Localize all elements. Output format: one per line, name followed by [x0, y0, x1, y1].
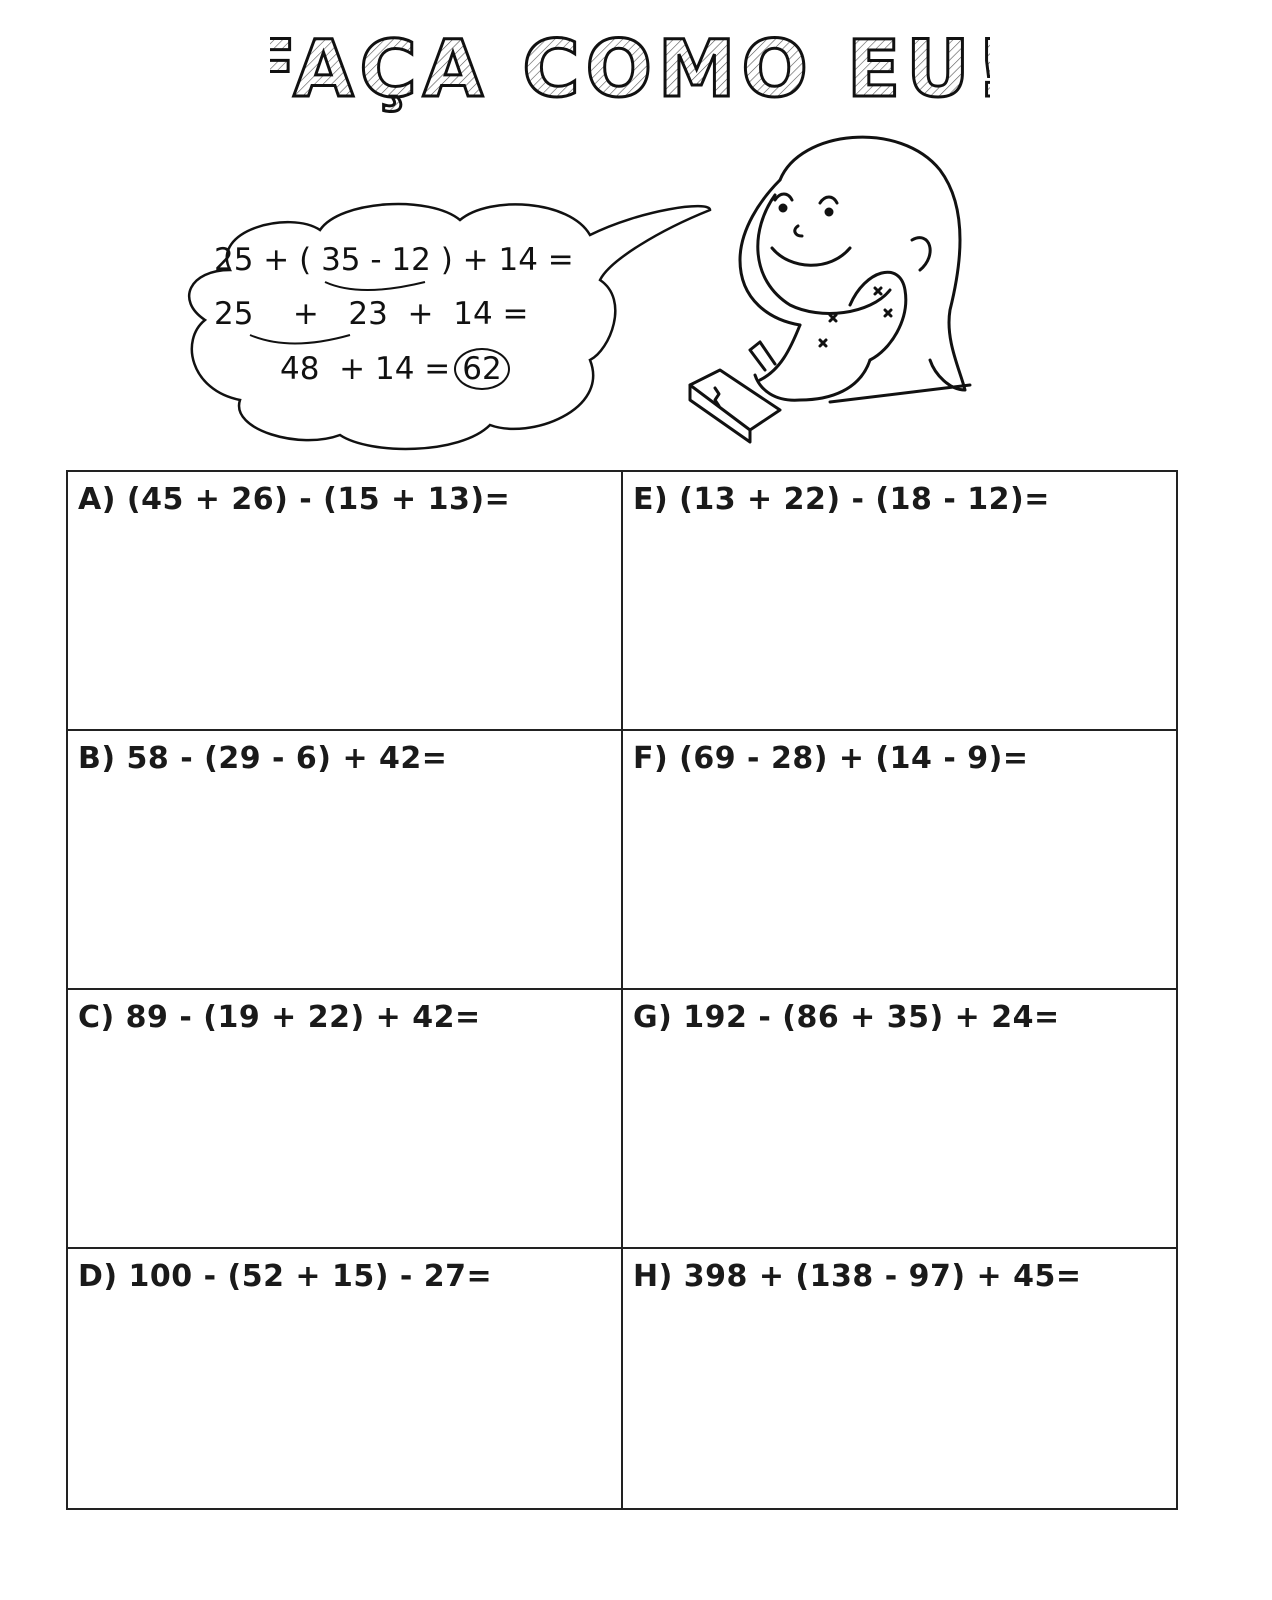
exercise-label: C) 89 - (19 + 22) + 42= — [78, 1000, 481, 1035]
example-line-2: 25 + 23 + 14 = — [214, 296, 529, 332]
exercise-label: G) 192 - (86 + 35) + 24= — [633, 1000, 1060, 1035]
exercise-cell-e[interactable] — [623, 472, 1176, 731]
exercise-cell-g[interactable] — [623, 990, 1176, 1249]
exercise-label: F) (69 - 28) + (14 - 9)= — [633, 741, 1029, 776]
girl-writing-illustration — [680, 120, 980, 450]
exercise-label: D) 100 - (52 + 15) - 27= — [78, 1259, 493, 1294]
page-title — [270, 18, 990, 118]
example-line-1: 25 + ( 35 - 12 ) + 14 = — [214, 242, 574, 278]
exercise-cell-a[interactable] — [68, 472, 623, 731]
exercise-label: B) 58 - (29 - 6) + 42= — [78, 741, 448, 776]
exercise-cell-b[interactable] — [68, 731, 623, 990]
exercise-grid — [66, 470, 1178, 1510]
exercise-cell-d[interactable] — [68, 1249, 623, 1508]
exercise-cell-h[interactable] — [623, 1249, 1176, 1508]
example-result: 62 — [454, 348, 509, 390]
exercise-cell-c[interactable] — [68, 990, 623, 1249]
example-line-3 — [280, 348, 510, 390]
exercise-cell-f[interactable] — [623, 731, 1176, 990]
exercise-label: A) (45 + 26) - (15 + 13)= — [78, 482, 511, 517]
exercise-label: H) 398 + (138 - 97) + 45= — [633, 1259, 1082, 1294]
exercise-label: E) (13 + 22) - (18 - 12)= — [633, 482, 1050, 517]
example-line-3-text: 48 + 14 = — [280, 351, 451, 387]
title-text: FAÇA COMO EU! — [270, 25, 990, 115]
speech-bubble — [170, 190, 730, 460]
